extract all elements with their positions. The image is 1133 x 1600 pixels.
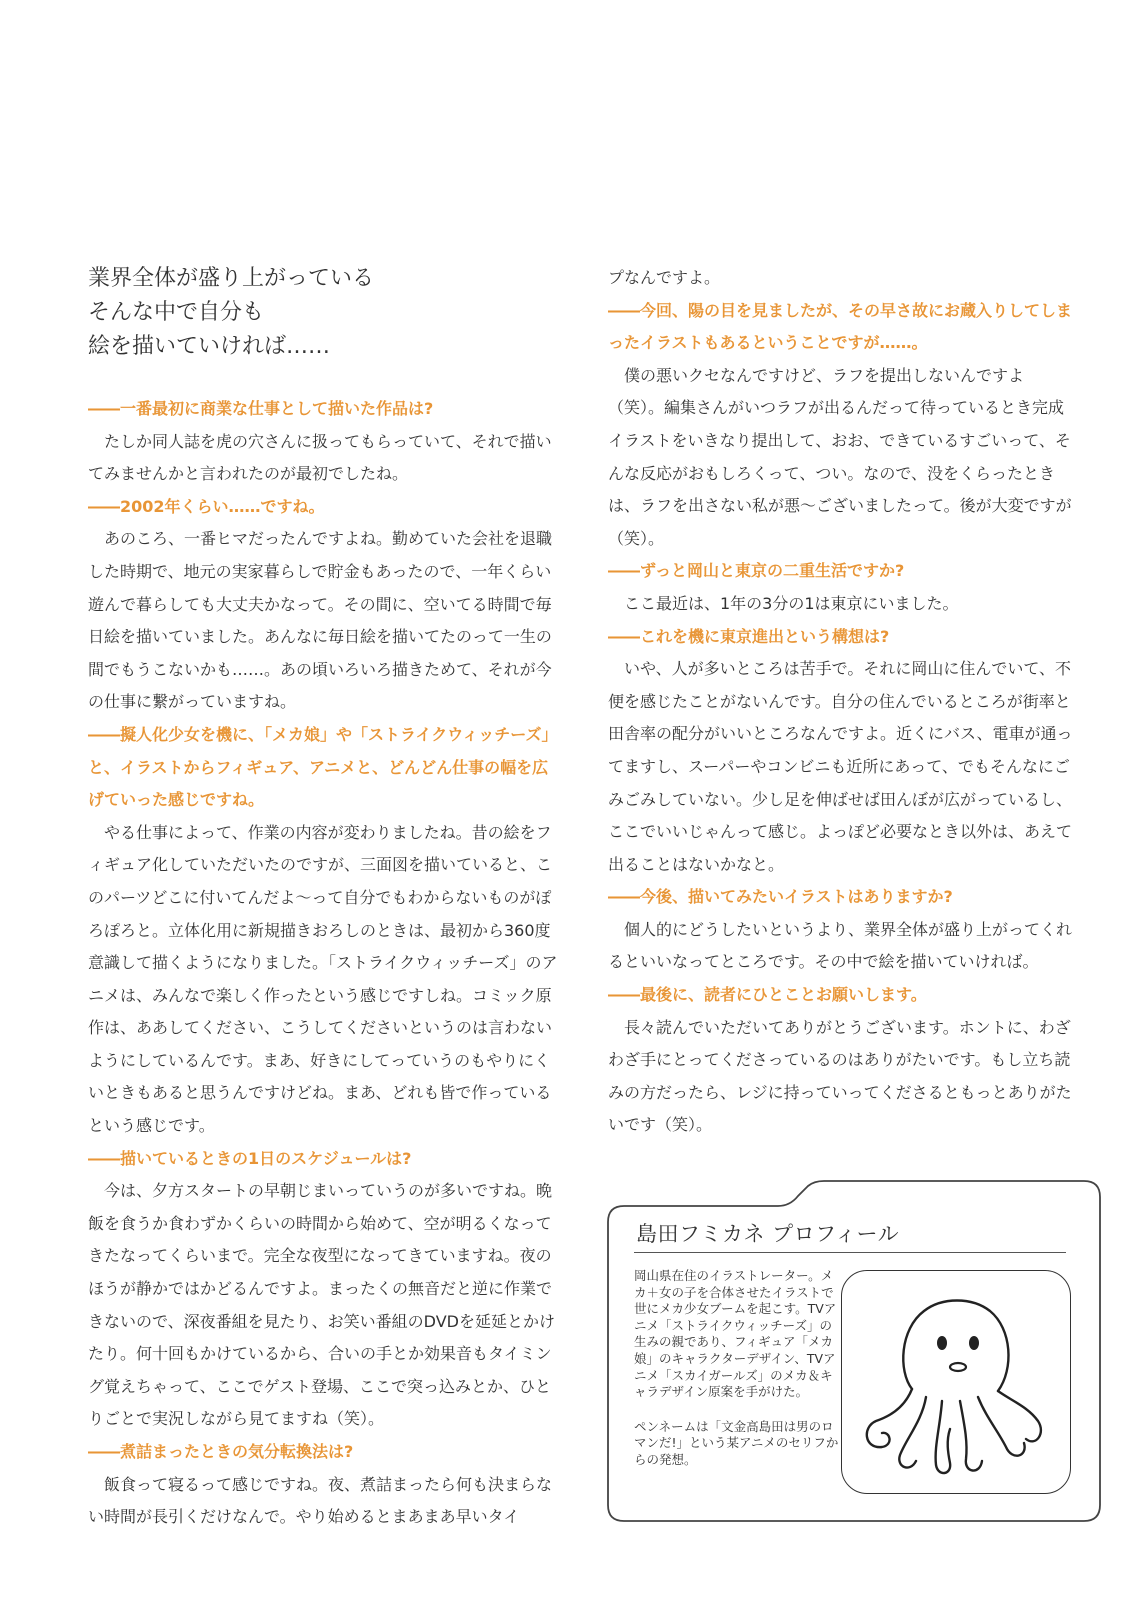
question: ――今回、陽の目を見ましたが、その早さ故にお蔵入りしてしまったイラストもあるということですが……。	[608, 300, 1073, 353]
answer: 飯食って寝るって感じですね。夜、煮詰まったら何も決まらない時間が長引くだけなんで。やり始めるとまあまあ早いタイ	[88, 1474, 553, 1527]
answer: 今は、夕方スタートの早朝じまいっていうのが多いですね。晩飯を食うか食わずかくらいの時間から始めて、空が明るくなってきたなってくらいまで。完全な夜型になってきていますね。夜のほうが静かではかどるんですよ。まったくの無音だと逆に作業できないので、深夜番組を見たり、お笑い番組のDVDを延延とかけたり。何十回もかけているから、合いの手とか効果音もタイミング覚えちゃって、ここでゲスト登場、ここで突っ込みとか、ひとりごとで実況しながら見てますね（笑）。	[88, 1181, 555, 1429]
question: ――これを機に東京進出という構想は?	[608, 626, 890, 646]
question: ――最後に、読者にひとことお願いします。	[608, 985, 927, 1005]
profile-box	[606, 1180, 1106, 1525]
profile-penname-note: ペンネームは「文金高島田は男のロマンだ!」という某アニメのセリフからの発想。	[634, 1418, 839, 1467]
profile-bio-text: 岡山県在住のイラストレーター。メカ＋女の子を合体させたイラストで世にメカ少女ブームを起こす。TVアニメ「ストライクウィッチーズ」の生みの親であり、フィギュア「メカ娘」のキャラクターデザイン、TVアニメ「スカイガールズ」のメカ＆キャラデザイン原案を手がけた。	[634, 1268, 837, 1400]
answer: 長々読んでいただいてありがとうございます。ホントに、わざわざ手にとってくださっているのはありがたいです。もし立ち読みの方だったら、レジに持っていってくださるともっとありがたいです（笑）。	[608, 1017, 1072, 1135]
question: ――描いているときの1日のスケジュールは?	[88, 1148, 412, 1168]
profile-title: 島田フミカネ プロフィール	[636, 1222, 900, 1246]
headline-line-1: 業界全体が盛り上がっている	[88, 266, 375, 291]
headline-line-3: 絵を描いていければ……	[88, 334, 331, 359]
answer: やる仕事によって、作業の内容が変わりましたね。昔の絵をフィギュア化していただいたのですが、三面図を描いていると、このパーツどこに付いてんだよ～って自分でもわからないものがぽろぽろと。立体化用に新規描きおろしのときは、最初から360度意識して描くようになりました。「ストライクウィッチーズ」のアニメは、みんなで楽しく作ったという感じですしね。コミック原作は、ああしてください、こうしてくださいというのは言わないようにしているんです。まあ、好きにしてっていうのもやりにくいときもあると思うんですけどね。まあ、どれも皆で作っているという感じです。	[88, 822, 558, 1136]
question: ――今後、描いてみたいイラストはありますか?	[608, 887, 953, 907]
answer: 個人的にどうしたいというより、業界全体が盛り上がってくれるといいなってところです。その中で絵を描いていければ。	[608, 919, 1073, 972]
question: ――ずっと岡山と東京の二重生活ですか?	[608, 561, 905, 581]
answer: 僕の悪いクセなんですけど、ラフを提出しないんですよ（笑）。編集さんがいつラフが出るんだって待っているとき完成イラストをいきなり提出して、おお、できているすごいって、そんな反応がおもしろくって、つい。なので、没をくらったときは、ラフを出さない私が悪～ございましたって。後が大変ですが（笑）。	[608, 365, 1072, 548]
answer: たしか同人誌を虎の穴さんに扱ってもらっていて、それで描いてみませんかと言われたのが最初でしたね。	[88, 431, 552, 484]
profile-divider	[634, 1252, 1066, 1253]
profile-bio	[634, 1268, 840, 1487]
interview-left-column	[88, 393, 558, 1534]
octopus-mascot-icon	[842, 1271, 1070, 1493]
headline	[88, 262, 508, 364]
author-mascot-illustration	[841, 1270, 1071, 1494]
answer-continuation: プなんですよ。	[608, 268, 721, 287]
interview-right-column	[608, 262, 1078, 1142]
question: ――一番最初に商業な仕事として描いた作品は?	[88, 399, 434, 418]
answer: ここ最近は、1年の3分の1は東京にいました。	[624, 593, 959, 613]
question: ――煮詰まったときの気分転換法は?	[88, 1442, 354, 1461]
headline-line-2: そんな中で自分も	[88, 300, 265, 325]
answer: あのころ、一番ヒマだったんですよね。勤めていた会社を退職した時期で、地元の実家暮らしで貯金もあったので、一年くらい遊んで暮らしても大丈夫かなって。その間に、空いてる時間で毎日絵を描いていました。あんなに毎日絵を描いてたのって一生の間でもうこないかも……。あの頃いろいろ描きためて、それが今の仕事に繋がっていますね。	[88, 529, 553, 712]
question: ――擬人化少女を機に、「メカ娘」や「ストライクウィッチーズ」と、イラストからフィギュア、アニメと、どんどん仕事の幅を広げていった感じですね。	[88, 724, 558, 810]
answer: いや、人が多いところは苦手で。それに岡山に住んでいて、不便を感じたことがないんです。自分の住んでいるところが街率と田舎率の配分がいいところなんですよ。近くにバス、電車が通ってますし、スーパーやコンビニも近所にあって、でもそんなにごみごみしていない。少し足を伸ばせば田んぼが広がっているし、ここでいいじゃんって感じ。よっぽど必要なとき以外は、あえて出ることはないかなと。	[608, 659, 1073, 874]
question: ――2002年くらい……ですね。	[88, 496, 325, 516]
